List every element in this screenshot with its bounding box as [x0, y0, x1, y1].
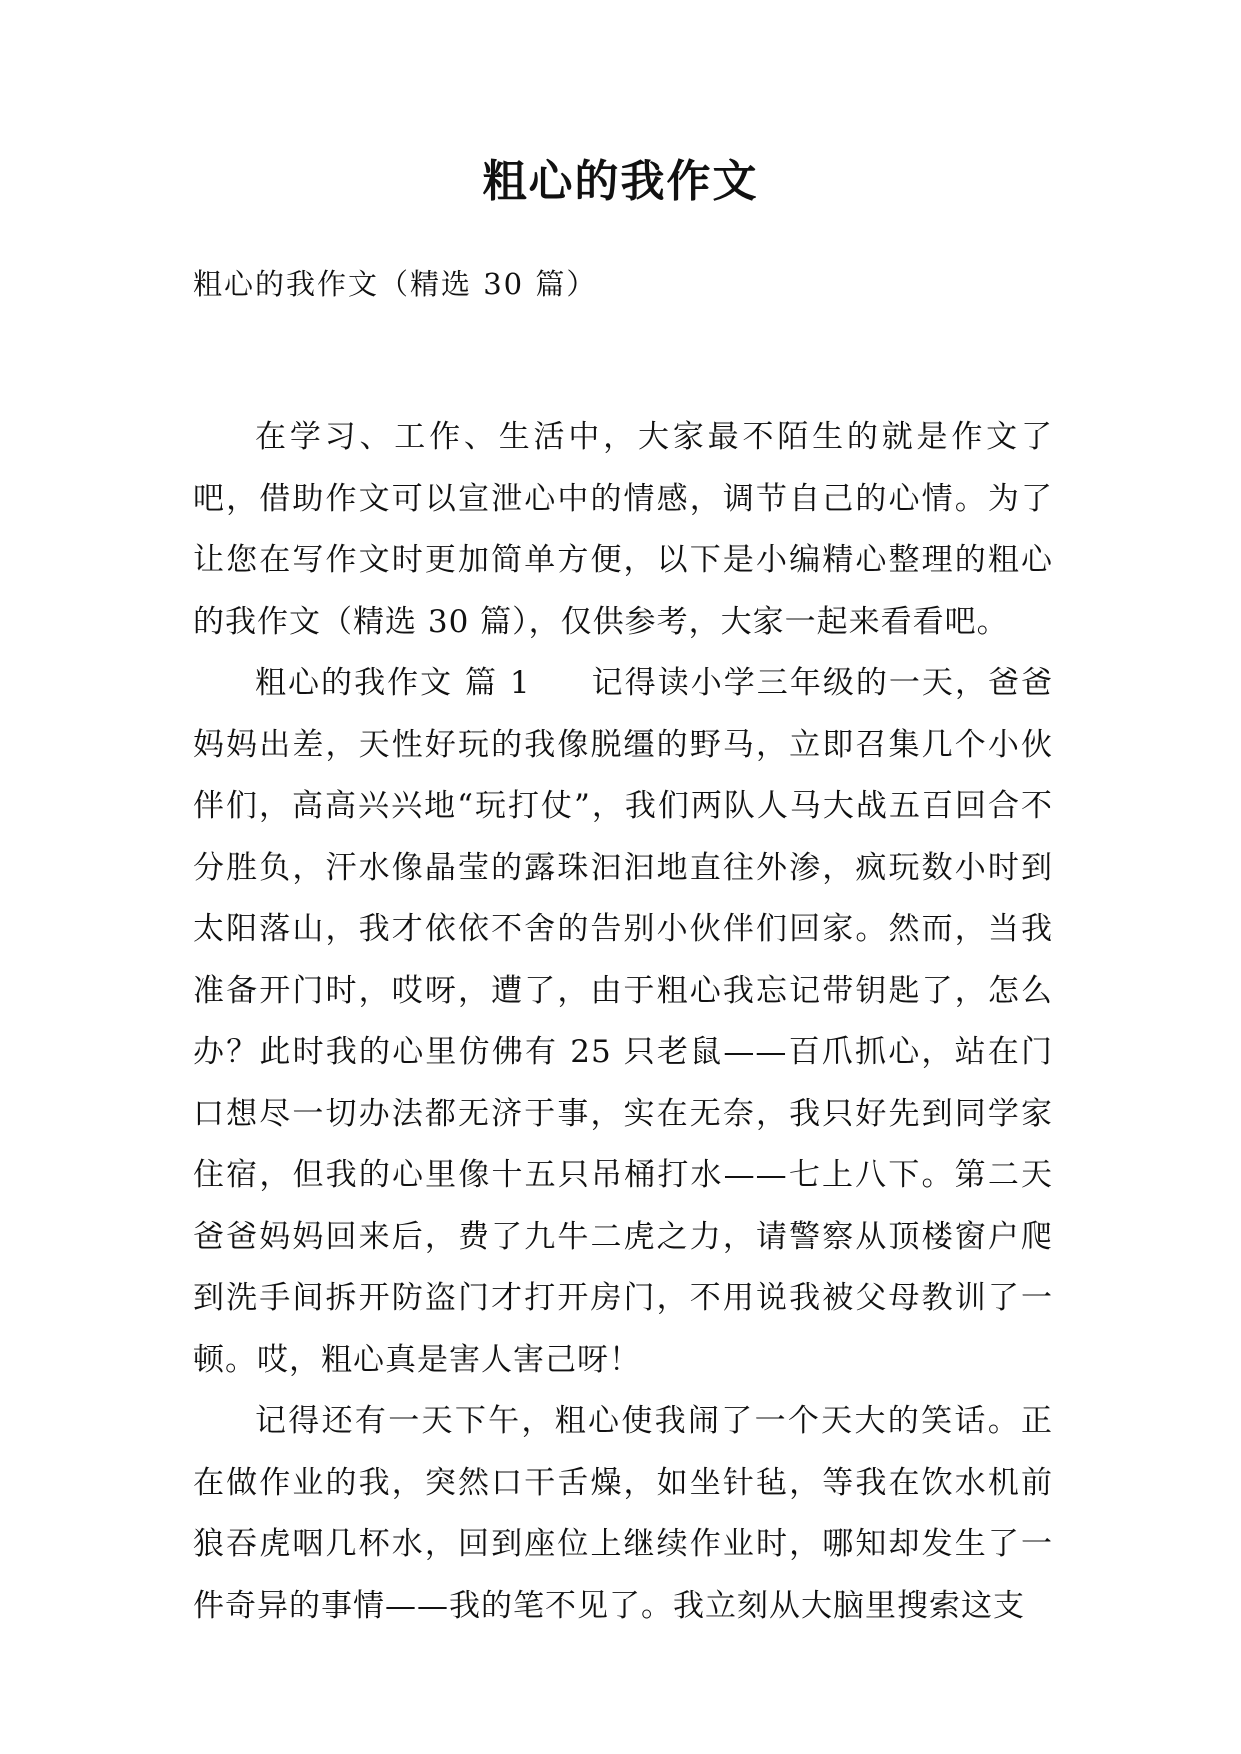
section-1-text: 记得读小学三年级的一天，爸爸妈妈出差，天性好玩的我像脱缰的野马，立即召集几个小伙伴们，高高兴兴地“玩打仗”，我们两队人马大战五百回合不分胜负，汗水像晶莹的露珠汩汩地直往外渗，疯玩数小时到太阳落山，我才依依不舍的告别小伙伴们回家。然而，当我准备开门时，哎呀，遭了，由于粗心我忘记带钥匙了，怎么办？此时我的心里仿佛有 25 只老鼠——百爪抓心，站在门口想尽一切办法都无济于事，实在无奈，我只好先到同学家住宿，但我的心里像十五只吊桶打水——七上八下。第二天爸爸妈妈回来后，费了九牛二虎之力，请警察从顶楼窗户爬到洗手间拆开防盗门才打开房门，不用说我被父母教训了一顿。哎，粗心真是害人害己呀！ — [193, 665, 1053, 1378]
section-1-heading: 粗心的我作文 篇 1 — [255, 665, 531, 701]
paragraph-3: 记得还有一天下午，粗心使我闹了一个天大的笑话。正在做作业的我，突然口干舌燥，如坐针毡，等我在饮水机前狼吞虎咽几杯水，回到座位上继续作业时，哪知却发生了一件奇异的事情——我的笔不见了。我立刻从大脑里搜索这支 — [193, 1403, 1053, 1624]
document-title: 粗心的我作文 — [482, 156, 759, 207]
document-subtitle: 粗心的我作文（精选 30 篇） — [193, 267, 598, 301]
section-1-paragraph — [193, 653, 1053, 1391]
intro-paragraph: 在学习、工作、生活中，大家最不陌生的就是作文了吧，借助作文可以宣泄心中的情感，调节自己的心情。为了让您在写作文时更加简单方便，以下是小编精心整理的粗心的我作文（精选 30 篇），仅供参考，大家一起来看看吧。 — [193, 419, 1053, 640]
document-body — [193, 407, 1053, 1637]
